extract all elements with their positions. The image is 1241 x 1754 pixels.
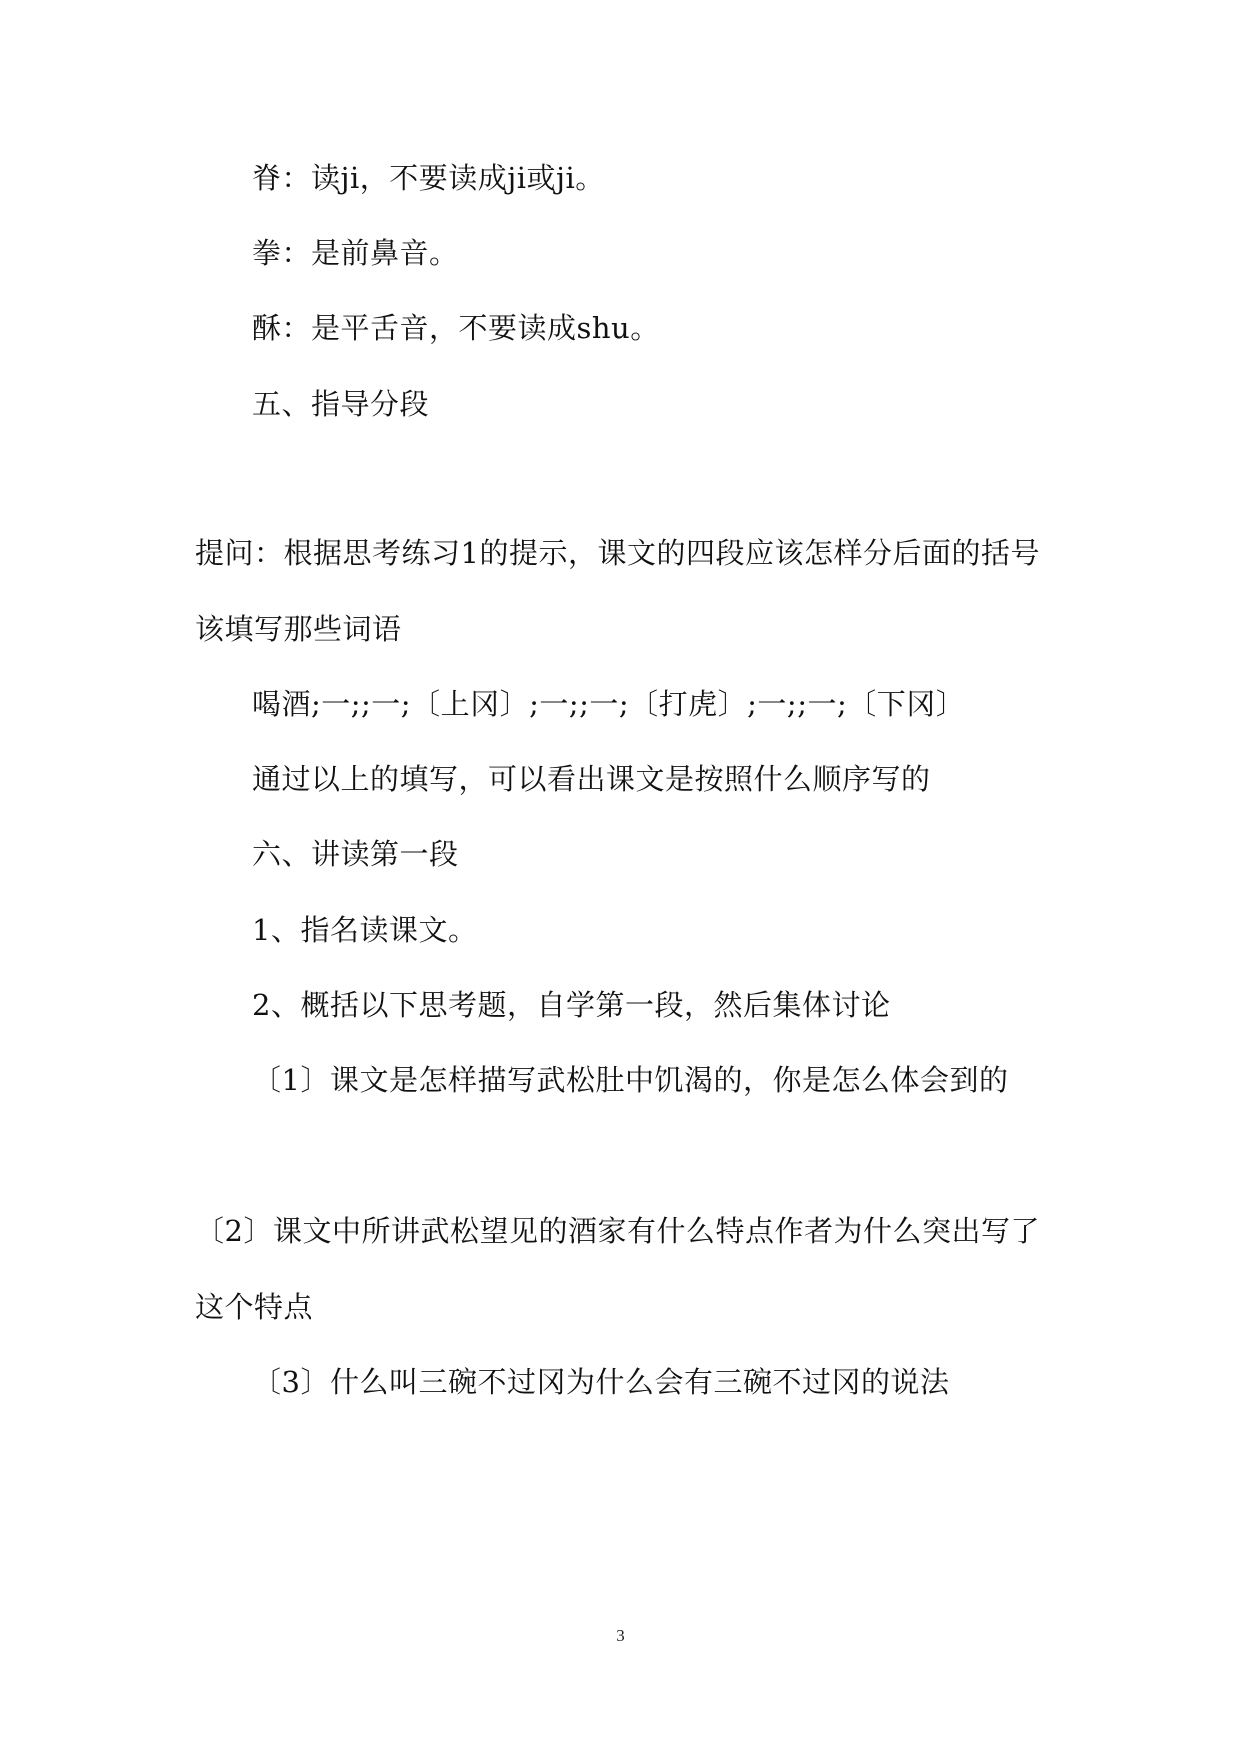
question-3: 〔3〕什么叫三碗不过冈为什么会有三碗不过冈的说法: [252, 1365, 950, 1399]
fill-in-sequence: 喝酒;一;;一;〔上冈〕;一;;一;〔打虎〕;一;;一;〔下冈〕: [252, 687, 966, 721]
question-1: 〔1〕课文是怎样描写武松肚中饥渴的，你是怎么体会到的: [252, 1063, 1009, 1097]
order-question: 通过以上的填写，可以看出课文是按照什么顺序写的: [252, 762, 931, 796]
section-heading-5: 五、指导分段: [252, 387, 430, 421]
pronunciation-note-su: 酥：是平舌音，不要读成shu。: [252, 311, 660, 345]
pronunciation-note-quan: 拳：是前鼻音。: [252, 236, 459, 270]
question-paragraph-line-1: 提问：根据思考练习1的提示，课文的四段应该怎样分后面的括号: [195, 536, 1040, 570]
step-2: 2、概括以下思考题，自学第一段，然后集体讨论: [252, 988, 891, 1022]
question-paragraph-line-2: 该填写那些词语: [195, 612, 402, 646]
pronunciation-note-ji: 脊：读ji，不要读成ji或ji。: [252, 161, 605, 195]
section-heading-6: 六、讲读第一段: [252, 837, 459, 871]
page-number: 3: [616, 1626, 625, 1645]
question-2-line-2: 这个特点: [195, 1290, 314, 1324]
step-1: 1、指名读课文。: [252, 913, 478, 947]
question-2-line-1: 〔2〕课文中所讲武松望见的酒家有什么特点作者为什么突出写了: [195, 1214, 1040, 1248]
